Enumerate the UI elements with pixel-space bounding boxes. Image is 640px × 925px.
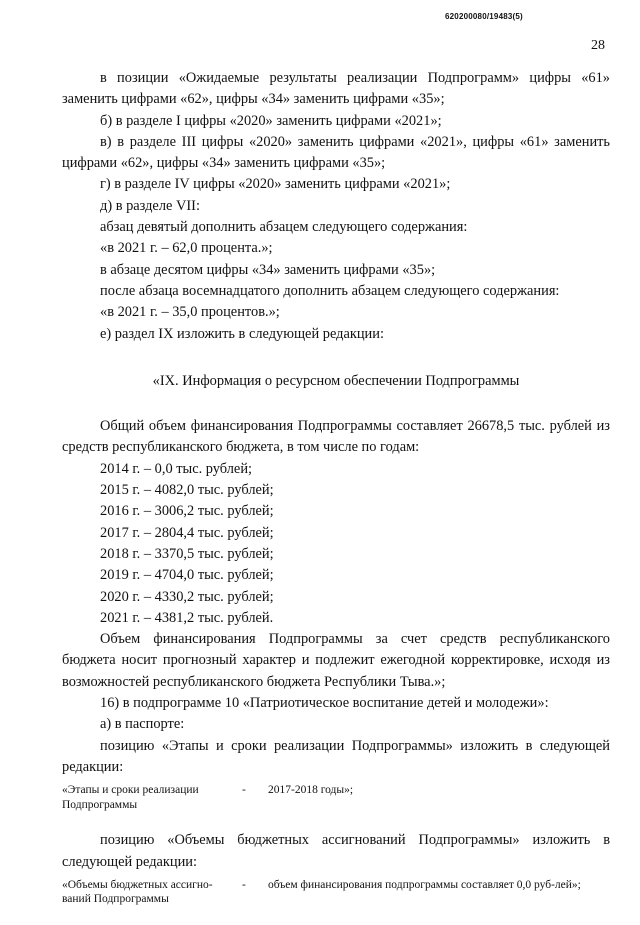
paragraph-d-4: после абзаца восемнадцатого дополнить абзацем следующего содержания: — [100, 282, 560, 299]
passport-budget-row — [62, 878, 610, 907]
year-item: 2017 г. – 2804,4 тыс. рублей; — [100, 524, 274, 541]
financing-intro: Общий объем финансирования Подпрограммы составляет 26678,5 тыс. рублей из средств республиканского бюджета, в том числе по годам: — [62, 418, 610, 456]
paragraph-g: г) в разделе IV цифры «2020» заменить цифрами «2021»; — [100, 176, 451, 193]
year-item: 2014 г. – 0,0 тыс. рублей; — [100, 460, 253, 477]
paragraph-16-a: а) в паспорте: — [100, 716, 185, 733]
paragraph-v: в) в разделе III цифры «2020» заменить цифрами «2021», цифры «61» заменить цифрами «62», цифры «34» заменить цифрами «35»; — [62, 133, 610, 172]
paragraph-d-2: «в 2021 г. – 62,0 процента.»; — [100, 240, 273, 257]
year-item: 2018 г. – 3370,5 тыс. рублей; — [100, 545, 274, 562]
years-list — [62, 459, 610, 629]
year-item: 2015 г. – 4082,0 тыс. рублей; — [100, 482, 274, 499]
passport-budget-dash: - — [242, 878, 246, 891]
paragraph-expected-results: в позиции «Ожидаемые результаты реализации Подпрограмм» цифры «61» заменить цифрами «62», цифры «34» заменить цифрами «35»; — [62, 70, 610, 108]
paragraph-d-3: в абзаце десятом цифры «34» заменить цифрами «35»; — [100, 261, 436, 278]
year-item: 2019 г. – 4704,0 тыс. рублей; — [100, 567, 274, 584]
passport-stages-row — [62, 783, 610, 812]
passport-budget-label: «Объемы бюджетных ассигно-ваний Подпрограммы — [62, 878, 213, 906]
paragraph-e: е) раздел IX изложить в следующей редакции: — [100, 325, 384, 342]
year-item: 2016 г. – 3006,2 тыс. рублей; — [100, 503, 274, 520]
passport-stages-dash: - — [242, 784, 246, 797]
position-budget-paragraph: позицию «Объемы бюджетных ассигнований Подпрограммы» изложить в следующей редакции: — [62, 832, 610, 870]
position-stages-paragraph: позицию «Этапы и сроки реализации Подпрограммы» изложить в следующей редакции: — [62, 737, 610, 775]
forecast-paragraph: Объем финансирования Подпрограммы за счет средств республиканского бюджета носит прогнозный характер и подлежит ежегодной корректировке, исходя из возможностей республиканского бюджета Республики Тыва.»; — [62, 631, 610, 690]
paragraph-d: д) в разделе VII: — [100, 197, 200, 214]
paragraph-b: б) в разделе I цифры «2020» заменить цифрами «2021»; — [100, 112, 442, 129]
paragraph-d-5: «в 2021 г. – 35,0 процентов.»; — [100, 304, 280, 321]
document-id: 620200080/19483(5) — [445, 12, 523, 21]
year-item: 2020 г. – 4330,2 тыс. рублей; — [100, 588, 274, 605]
year-item: 2021 г. – 4381,2 тыс. рублей. — [100, 609, 274, 626]
document-body — [62, 68, 610, 925]
paragraph-d-1: абзац девятый дополнить абзацем следующего содержания: — [100, 219, 468, 236]
passport-stages-label: «Этапы и сроки реализации Подпрограммы — [62, 784, 199, 811]
passport-stages-value: 2017-2018 годы»; — [268, 784, 354, 797]
page-number: 28 — [591, 38, 605, 53]
section-heading: «IX. Информация о ресурсном обеспечении Подпрограммы — [152, 372, 520, 389]
paragraph-16: 16) в подпрограмме 10 «Патриотическое воспитание детей и молодежи»: — [100, 695, 549, 712]
passport-budget-value: объем финансирования подпрограммы составляет 0,0 руб-лей»; — [268, 878, 581, 891]
